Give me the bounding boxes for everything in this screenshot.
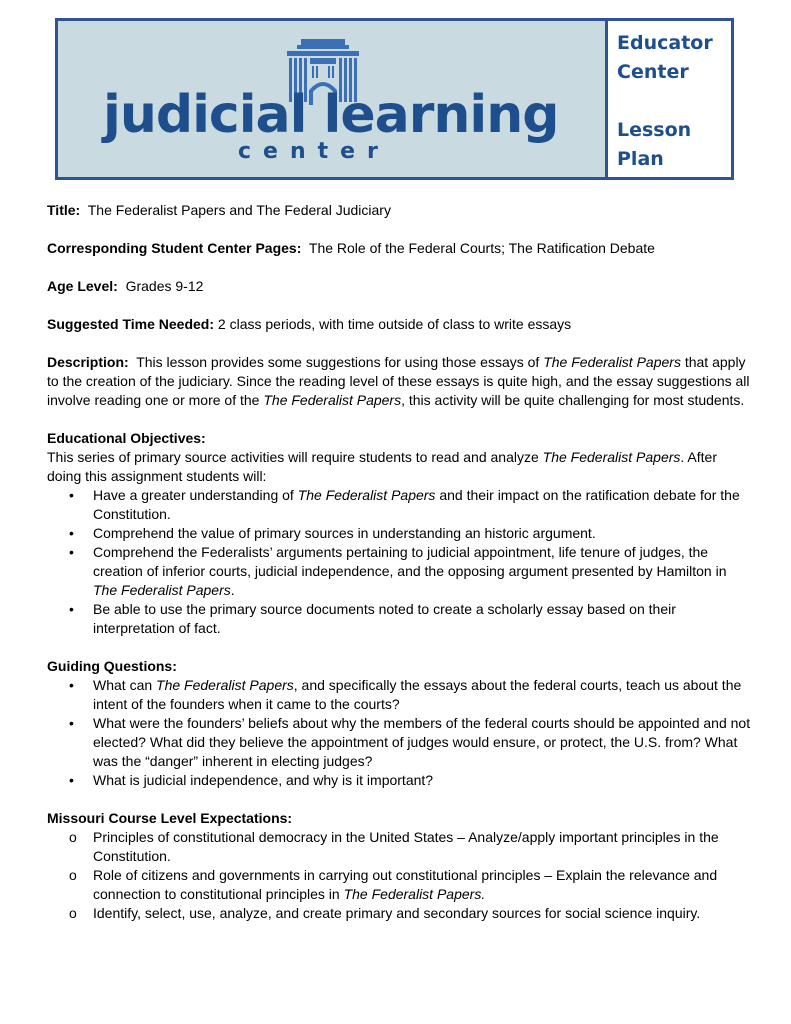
side-line-educator: Educator (617, 32, 713, 54)
title-value: The Federalist Papers and The Federal Judiciary (87, 202, 391, 218)
list-item: o Role of citizens and governments in carrying out constitutional principles – Explain the relevance and connection to constitutional principles in The Federalist Papers. (69, 867, 718, 902)
description-text-3: , this activity will be quite challenging for most students. (401, 392, 745, 408)
objectives-intro (47, 448, 752, 486)
description-text-2: that apply to the creation of the judiciary. Since the reading level of these essays is quite high, and the essay suggestions all involve reading one or more of the (47, 354, 750, 408)
header-banner (55, 18, 734, 180)
list-item: o Identify, select, use, analyze, and create primary and secondary sources for social science inquiry. (69, 905, 701, 921)
side-line-lesson: Lesson (617, 119, 692, 141)
objectives-intro-text-2: . After doing this assignment students will: (47, 449, 717, 484)
list-item: • Comprehend the Federalists’ arguments pertaining to judicial appointment, life tenure of judges, the creation of inferior courts, judicial independence, and the opposing argument presented by Hamilton in The Federalist Papers. (69, 544, 727, 598)
lesson-plan-body (47, 201, 752, 923)
age-row (47, 277, 752, 296)
age-value: Grades 9-12 (125, 278, 204, 294)
bullet-icon: • (69, 772, 74, 788)
title-row (47, 201, 752, 220)
age-label: Age Level: (47, 278, 118, 294)
description-paragraph (47, 353, 752, 410)
description-text-1: This lesson provides some suggestions for using those essays of (136, 354, 540, 370)
logo-subtitle: center (238, 139, 390, 164)
logo-wordmark: judicial learning (103, 85, 559, 145)
missouri-list (47, 828, 752, 923)
logo-panel (58, 21, 608, 177)
questions-heading: Guiding Questions: (47, 658, 177, 674)
description-italic-1: The Federalist Papers (543, 354, 681, 370)
bullet-icon: • (69, 544, 74, 560)
objectives-list (47, 486, 752, 638)
objectives-intro-text: This series of primary source activities will require students to read and analyze (47, 449, 539, 465)
circle-bullet-icon: o (69, 867, 77, 883)
list-item: • Comprehend the value of primary sources in understanding an historic argument. (69, 525, 596, 541)
bullet-icon: • (69, 715, 74, 731)
circle-bullet-icon: o (69, 905, 77, 921)
list-item: • What were the founders’ beliefs about why the members of the federal courts should be appointed and not elected? What did they believe the appointment of judges would ensure, or protect, the U.S. from? What was the “danger” inherent in electing judges? (69, 715, 751, 769)
time-label: Suggested Time Needed: (47, 316, 215, 332)
time-value: 2 class periods, with time outside of class to write essays (217, 316, 572, 332)
description-label: Description: (47, 354, 129, 370)
student-pages-row (47, 239, 752, 258)
description-italic-2: The Federalist Papers (263, 392, 402, 408)
bullet-icon: • (69, 525, 74, 541)
side-line-center: Center (617, 61, 689, 83)
list-item: • What is judicial independence, and why is it important? (69, 772, 434, 788)
title-label: Title: (47, 202, 81, 218)
missouri-heading: Missouri Course Level Expectations: (47, 810, 293, 826)
list-item: • Be able to use the primary source documents noted to create a scholarly essay based on their interpretation of fact. (69, 601, 676, 636)
side-line-plan: Plan (617, 148, 664, 170)
list-item: o Principles of constitutional democracy in the United States – Analyze/apply important principles in the Constitution. (69, 829, 719, 864)
circle-bullet-icon: o (69, 829, 77, 845)
objectives-heading: Educational Objectives: (47, 430, 206, 446)
bullet-icon: • (69, 677, 74, 693)
student-pages-value: The Role of the Federal Courts; The Ratification Debate (308, 240, 655, 256)
student-pages-label: Corresponding Student Center Pages: (47, 240, 302, 256)
list-item: • Have a greater understanding of The Federalist Papers and their impact on the ratification debate for the Constitution. (69, 487, 740, 522)
questions-list (47, 676, 752, 790)
objectives-intro-italic: The Federalist Papers (542, 449, 681, 465)
bullet-icon: • (69, 601, 74, 617)
list-item: • What can The Federalist Papers, and specifically the essays about the federal courts, teach us about the intent of the founders when it came to the courts? (69, 677, 742, 712)
bullet-icon: • (69, 487, 74, 503)
time-row (47, 315, 752, 334)
educator-center-label (617, 29, 727, 174)
